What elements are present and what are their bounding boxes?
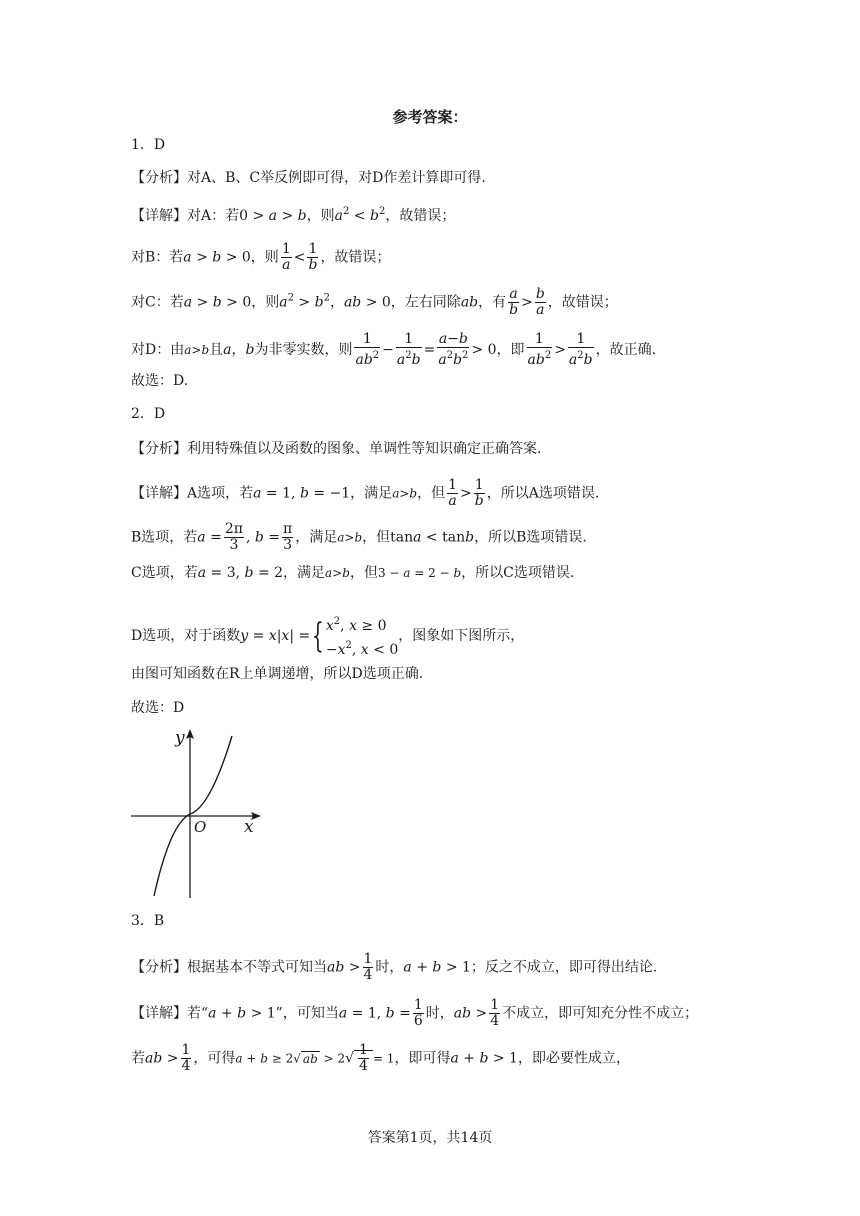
q1-detail-d: 对D：由a>b且a，b为非零实数，则 $\frac{1}{ab^2}$ − $\frac{1}{a^2b}$ = $\frac{a-b}{a^2b^2}$ > 0，即 $\frac{1}{ab^2}$ > $\frac{1}{a^2b}$ ，故正确.	[131, 331, 657, 368]
q3-detail-1: 【详解】若“a + b > 1”，可知当a = 1, b = $\frac{1}{6}$ 时，ab > $\frac{1}{4}$ 不成立，即可知充分性不成立；	[131, 997, 699, 1029]
q3-answer: 3．B	[131, 913, 165, 929]
q3-detail-2: 若ab > $\frac{1}{4}$ ，可得a + b ≥ 2√ ab > 2√ $\frac{1}{4}$ = 1，即可得a + b > 1，即必要性成立，	[131, 1042, 630, 1074]
origin-label: O	[194, 818, 207, 836]
q2-answer: 2．D	[131, 406, 166, 422]
page-footer: 答案第1页，共14页	[367, 1130, 493, 1146]
q2-analysis: 【分析】利用特殊值以及函数的图象、单调性等知识确定正确答案.	[131, 441, 542, 457]
q2-detail-a: 【详解】A选项，若a = 1, b = −1，满足a>b，但 $\frac{1}{a}$ > $\frac{1}{b}$ ，所以A选项错误.	[131, 477, 600, 509]
q2-detail-b: B选项，若a = $\frac{2\pi}{3}$ , b = $\frac{\pi}{3}$ ，满足a>b，但tana < tanb，所以B选项错误.	[131, 521, 587, 553]
q2-detail-c: C选项，若a = 3, b = 2，满足a>b，但3 − a = 2 − b，所以C选项错误.	[131, 565, 575, 581]
q2-detail-d: D选项，对于函数y = x|x| ={ $x^2$, x ≥ 0 $-x^2$, x < 0 ，图象如下图所示，	[131, 616, 525, 658]
q1-choice: 故选：D.	[131, 373, 189, 389]
q1-detail-c: 对C：若a > b > 0，则$a^2 > b^2$，ab > 0，左右同除ab，有 $\frac{a}{b}$ > $\frac{b}{a}$ ，故错误；	[131, 286, 618, 318]
q2-choice: 故选：D	[131, 700, 185, 716]
q3-analysis: 【分析】根据基本不等式可知当ab > $\frac{1}{4}$ 时，a + b > 1；反之不成立，即可得出结论.	[131, 951, 658, 983]
x-axis-label: x	[244, 817, 254, 837]
cubic-graph	[128, 724, 268, 900]
y-axis-label: y	[175, 728, 185, 748]
q1-answer: 1．D	[131, 137, 166, 153]
answer-title: 参考答案：	[392, 108, 468, 126]
q1-detail-a: 【详解】对A：若0 > a > b，则$a^2 < b^2$，故错误；	[131, 206, 456, 224]
q1-detail-b: 对B：若a > b > 0，则 $\frac{1}{a}$ < $\frac{1}{b}$ ，故错误；	[131, 241, 391, 273]
q1-analysis: 【分析】对A、B、C举反例即可得，对D作差计算即可得.	[131, 170, 486, 186]
q2-conclusion: 由图可知函数在R上单调递增，所以D选项正确.	[131, 666, 424, 682]
